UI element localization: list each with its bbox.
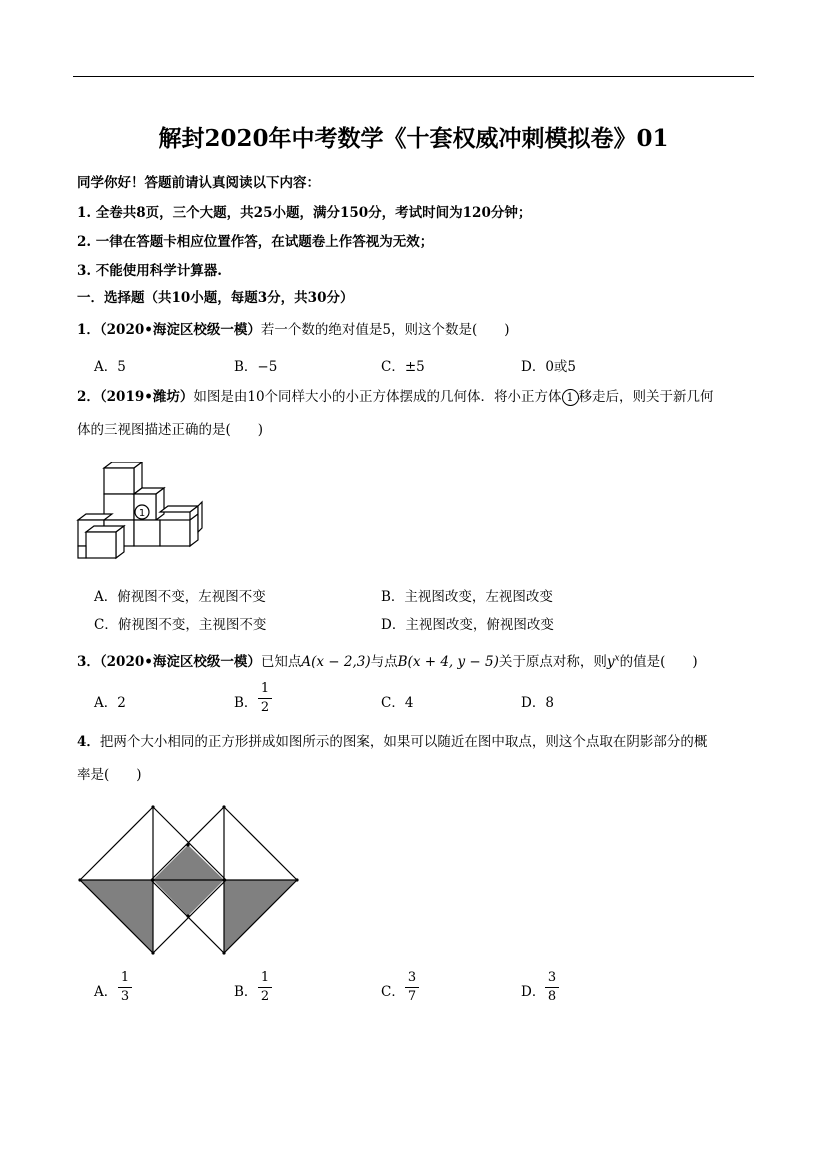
circled-number: 1 (562, 389, 579, 406)
fraction-denominator: 8 (547, 989, 557, 1004)
question-text: 与点 (370, 654, 398, 670)
fraction-denominator: 7 (407, 989, 417, 1004)
q2-option-a: A．俯视图不变，左视图不变 (94, 589, 266, 605)
q4-option-c: C． (381, 984, 405, 1000)
q1-option-b: B．−5 (234, 359, 278, 375)
fraction-numerator: 3 (547, 970, 557, 985)
point-a: A(x − 2,3) (301, 654, 371, 670)
question-4 (77, 730, 707, 750)
fraction-numerator: 1 (120, 970, 130, 985)
question-number: 2． (77, 389, 100, 405)
q4-option-d-fraction (545, 970, 559, 1005)
question-text: 移走后，则关于新几何 (578, 389, 714, 405)
question-source: （2019•潍坊） (99, 389, 194, 405)
section-heading: 一．选择题（共10小题，每题3分，共30分） (77, 290, 354, 306)
question-1 (77, 318, 509, 338)
q2-option-c: C．俯视图不变，主视图不变 (94, 617, 267, 633)
fraction-denominator: 2 (260, 989, 270, 1004)
question-4-cont: 率是( ) (77, 767, 142, 783)
q1-option-d: D．0或5 (521, 359, 577, 375)
question-text: 的值是( ) (619, 654, 698, 670)
instruction-item-1: 1. 全卷共8页，三个大题，共25小题，满分150分，考试时间为120分钟； (77, 205, 532, 221)
question-source: （2020•海淀区校级一模） (99, 322, 261, 338)
squares-figure (76, 805, 301, 955)
question-number: 3． (77, 654, 100, 670)
fraction-numerator: 1 (260, 970, 270, 985)
question-text: 已知点 (260, 654, 302, 670)
svg-text:1: 1 (138, 508, 146, 519)
fraction-numerator: 3 (407, 970, 417, 985)
q4-option-c-fraction (405, 970, 419, 1005)
question-text: 若一个数的绝对值是5，则这个数是( ) (260, 322, 510, 338)
header-rule (73, 76, 754, 77)
question-text: 如图是由10个同样大小的小正方体摆成的几何体．将小正方体 (193, 389, 562, 405)
q3-option-d: D．8 (521, 695, 554, 711)
q3-option-b-fraction (258, 681, 272, 716)
question-2 (77, 385, 714, 406)
point-b: B(x + 4, y − 5) (397, 654, 499, 670)
page-title: 解封2020年中考数学《十套权威冲刺模拟卷》01 (158, 125, 669, 152)
question-number: 1． (77, 322, 100, 338)
instruction-item-3: 3. 不能使用科学计算器. (77, 263, 222, 279)
question-source: （2020•海淀区校级一模） (99, 654, 261, 670)
fraction-numerator: 1 (260, 681, 270, 696)
q3-option-a: A．2 (94, 695, 126, 711)
q1-option-c: C．±5 (381, 359, 425, 375)
q4-option-a-fraction (118, 970, 132, 1005)
q4-option-d: D． (521, 984, 546, 1000)
instruction-item-2: 2. 一律在答题卡相应位置作答，在试题卷上作答视为无效； (77, 234, 434, 250)
q3-option-b: B． (234, 695, 258, 711)
question-text: 关于原点对称，则 (498, 654, 607, 670)
question-number: 4． (77, 734, 100, 750)
question-text: 把两个大小相同的正方形拼成如图所示的图案，如果可以随近在图中取点，则这个点取在阴影部分的概 (99, 734, 708, 750)
q4-option-b: B． (234, 984, 258, 1000)
question-3 (77, 650, 698, 670)
q4-option-a: A． (94, 984, 118, 1000)
fraction-denominator: 3 (120, 989, 130, 1004)
instructions-greeting: 同学你好！答题前请认真阅读以下内容： (77, 175, 320, 191)
q4-option-b-fraction (258, 970, 272, 1005)
q1-option-a: A．5 (94, 359, 126, 375)
power-base: y (606, 654, 615, 670)
power-exponent: x (614, 653, 620, 664)
question-2-cont: 体的三视图描述正确的是( ) (77, 422, 264, 438)
fraction-denominator: 2 (260, 700, 270, 715)
q2-option-d: D．主视图改变，俯视图改变 (381, 617, 554, 633)
q3-option-c: C．4 (381, 695, 414, 711)
cube-figure (72, 462, 207, 572)
q2-option-b: B．主视图改变，左视图改变 (381, 589, 553, 605)
